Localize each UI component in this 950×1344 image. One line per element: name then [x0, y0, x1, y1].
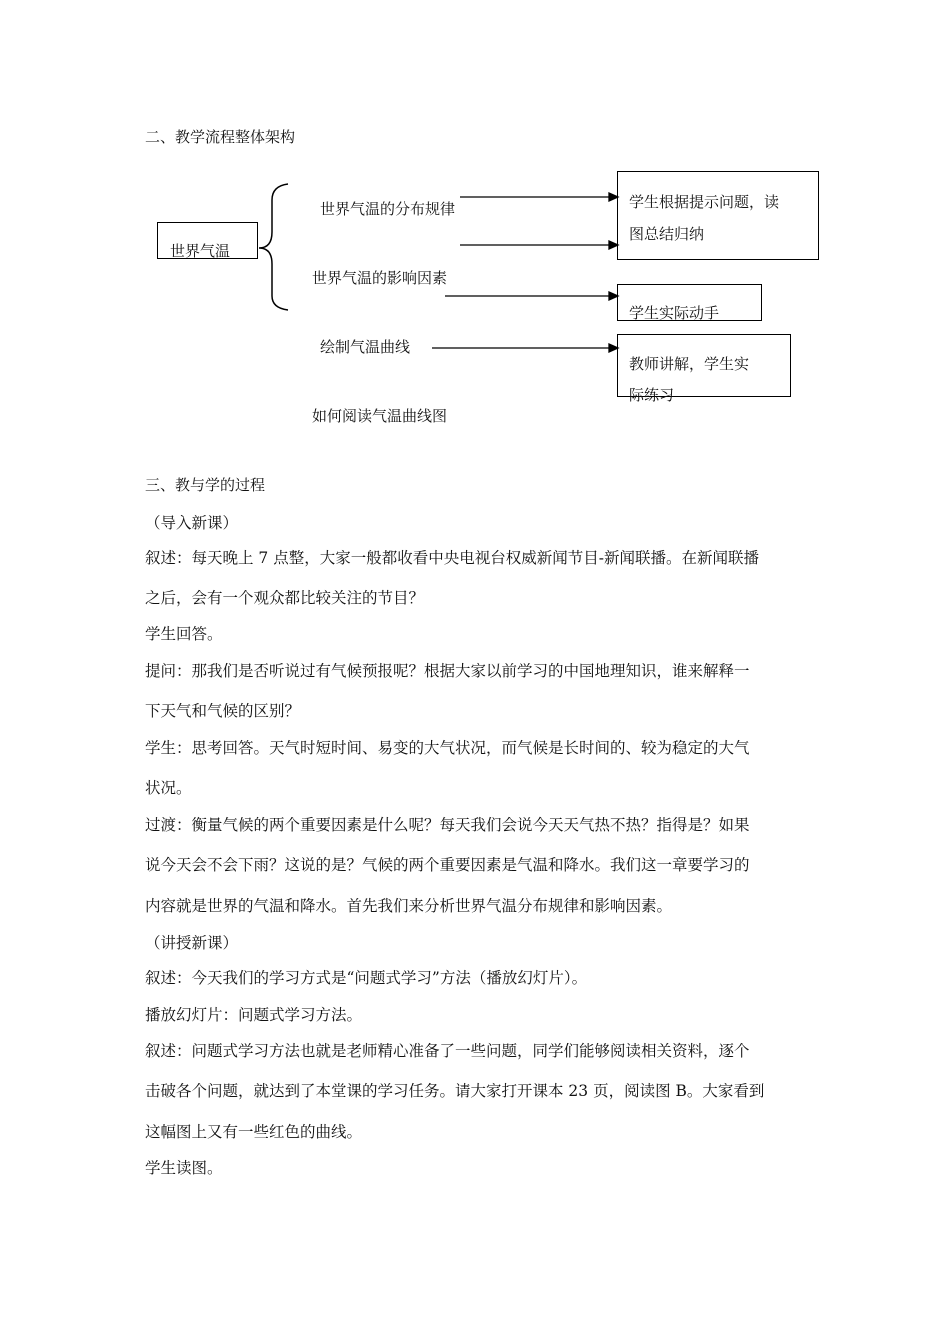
topic-3: 绘制气温曲线	[320, 338, 411, 356]
text-line: 叙述：今天我们的学习方式是“问题式学习”方法（播放幻灯片）。	[145, 969, 588, 987]
box-summarize-line-2: 图总结归纳	[629, 225, 705, 243]
text-line: 下天气和气候的区别？	[145, 702, 301, 720]
box-hands-on-label: 学生实际动手	[629, 304, 720, 322]
topic-4: 如何阅读气温曲线图	[312, 407, 448, 425]
text-line: 状况。	[145, 779, 192, 797]
box-practice-line-1: 教师讲解，学生实	[629, 355, 750, 373]
text-line: 叙述：问题式学习方法也就是老师精心准备了一些问题，同学们能够阅读相关资料，逐个	[145, 1042, 750, 1060]
text-line: 之后，会有一个观众都比较关注的节目？	[145, 589, 425, 607]
topic-2: 世界气温的影响因素	[312, 269, 448, 287]
text-line: 击破各个问题，就达到了本堂课的学习任务。请大家打开课本 23 页，阅读图 B。大家看到	[145, 1082, 765, 1100]
text-line: 提问：那我们是否听说过有气候预报呢？根据大家以前学习的中国地理知识，谁来解释一	[145, 662, 750, 680]
text-line: 学生：思考回答。天气时短时间、易变的大气状况，而气候是长时间的、较为稳定的大气	[145, 739, 750, 757]
text-line: 说今天会不会下雨？这说的是？气候的两个重要因素是气温和降水。我们这一章要学习的	[145, 856, 750, 874]
root-label: 世界气温	[170, 242, 231, 260]
topic-1: 世界气温的分布规律	[320, 200, 456, 218]
brace	[259, 184, 288, 310]
box-summarize-line-1: 学生根据提示问题，读	[629, 193, 780, 211]
text-line: （导入新课）	[145, 514, 239, 532]
box-hands-on	[617, 284, 762, 321]
section-2-heading: 二、教学流程整体架构	[145, 128, 296, 146]
text-line: 这幅图上又有一些红色的曲线。	[145, 1123, 363, 1141]
text-line: 播放幻灯片：问题式学习方法。	[145, 1006, 363, 1024]
text-line: 叙述：每天晚上 7 点整，大家一般都收看中央电视台权威新闻节目-新闻联播。在新闻联播	[145, 549, 759, 567]
box-practice-line-2: 际练习	[629, 386, 675, 404]
text-line: 学生回答。	[145, 625, 223, 643]
text-line: 学生读图。	[145, 1159, 223, 1177]
box-practice	[617, 334, 791, 404]
text-line: 过渡：衡量气候的两个重要因素是什么呢？每天我们会说今天天气热不热？指得是？如果	[145, 816, 750, 834]
text-line: （讲授新课）	[145, 934, 239, 952]
box-summarize	[617, 171, 819, 260]
text-line: 内容就是世界的气温和降水。首先我们来分析世界气温分布规律和影响因素。	[145, 897, 673, 915]
section-3-heading: 三、教与学的过程	[145, 476, 266, 494]
